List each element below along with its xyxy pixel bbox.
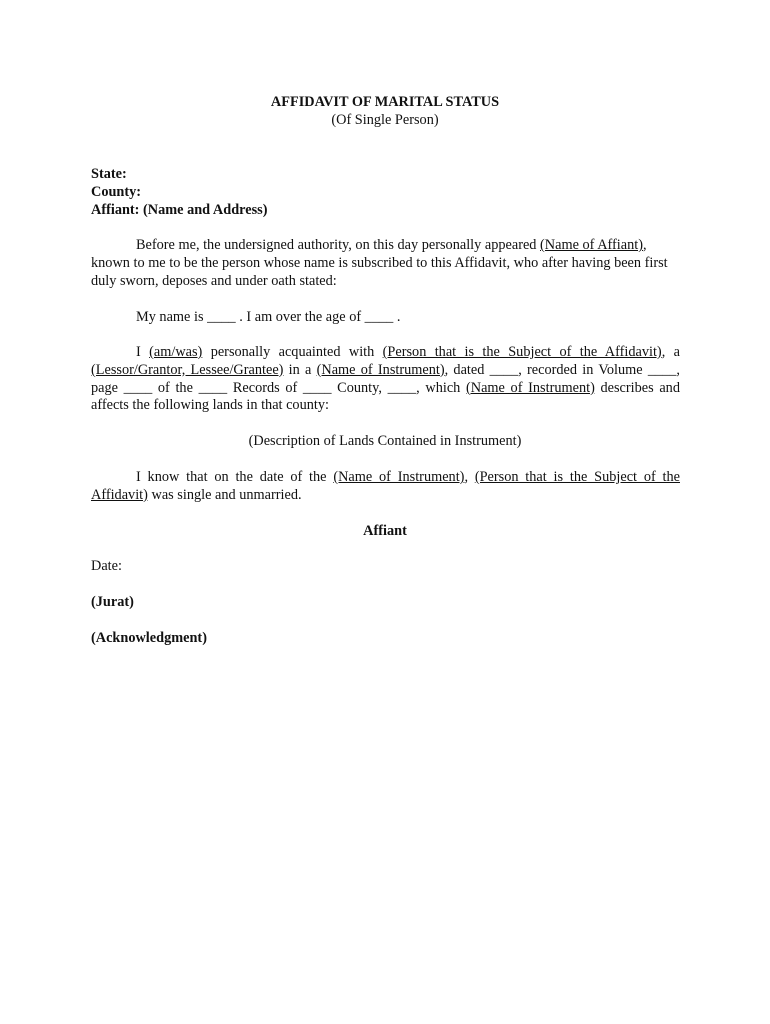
para3-text-5: , dated ____, recorded in Volume ____, page ____ of the ____ Records of ____ County, ____, which	[91, 361, 680, 396]
paragraph-name-age: My name is ____ . I am over the age of ____ .	[136, 309, 401, 325]
am-was-placeholder: (am/was)	[149, 344, 203, 360]
document-title: AFFIDAVIT OF MARITAL STATUS	[270, 94, 500, 110]
para3-text-2: personally acquainted with	[202, 344, 383, 360]
date-label: Date:	[91, 558, 122, 574]
para3-text-1: I	[136, 344, 150, 360]
name-of-instrument-placeholder: (Name of Instrument)	[316, 361, 445, 378]
para4-text-1: I know that on the date of the	[136, 469, 334, 485]
para3-text-3: , a	[661, 344, 680, 360]
para4-text-2: ,	[464, 469, 475, 485]
name-of-instrument-placeholder-2: (Name of Instrument)	[466, 379, 595, 396]
name-of-instrument-placeholder-3: (Name of Instrument)	[333, 469, 465, 485]
paragraph-appearance	[91, 237, 680, 290]
document-subtitle: (Of Single Person)	[331, 112, 439, 128]
jurat-label: (Jurat)	[91, 594, 134, 610]
county-field: County:	[91, 183, 142, 200]
paragraph-acquaintance	[91, 344, 680, 415]
person-subject-placeholder-2: (Person that is the Subject of the Affidavit)	[91, 469, 680, 503]
header-fields	[91, 166, 680, 219]
description-of-lands: (Description of Lands Contained in Instrument)	[248, 433, 522, 449]
para3-text-4: in a	[283, 361, 317, 378]
paragraph-marital-status	[91, 469, 680, 505]
name-of-affiant-placeholder: (Name of Affiant)	[540, 237, 643, 253]
lessor-grantor-placeholder: (Lessor/Grantor, Lessee/Grantee)	[91, 361, 284, 378]
para1-text-before: Before me, the undersigned authority, on this day personally appeared	[136, 237, 541, 253]
affiant-field: Affiant: (Name and Address)	[91, 201, 268, 218]
para4-text-3: was single and unmarried.	[147, 486, 302, 503]
state-field: State:	[91, 166, 127, 182]
person-subject-placeholder: (Person that is the Subject of the Affidavit)	[382, 344, 662, 360]
acknowledgment-label: (Acknowledgment)	[91, 630, 207, 646]
para1-text-after: , known to me to be the person whose name is subscribed to this Affidavit, who after having been first duly sworn, deposes and under oath stated:	[91, 237, 668, 289]
affiant-signature-label: Affiant	[363, 523, 407, 539]
para3-text-6: describes and affects the following lands in that county:	[91, 379, 680, 414]
